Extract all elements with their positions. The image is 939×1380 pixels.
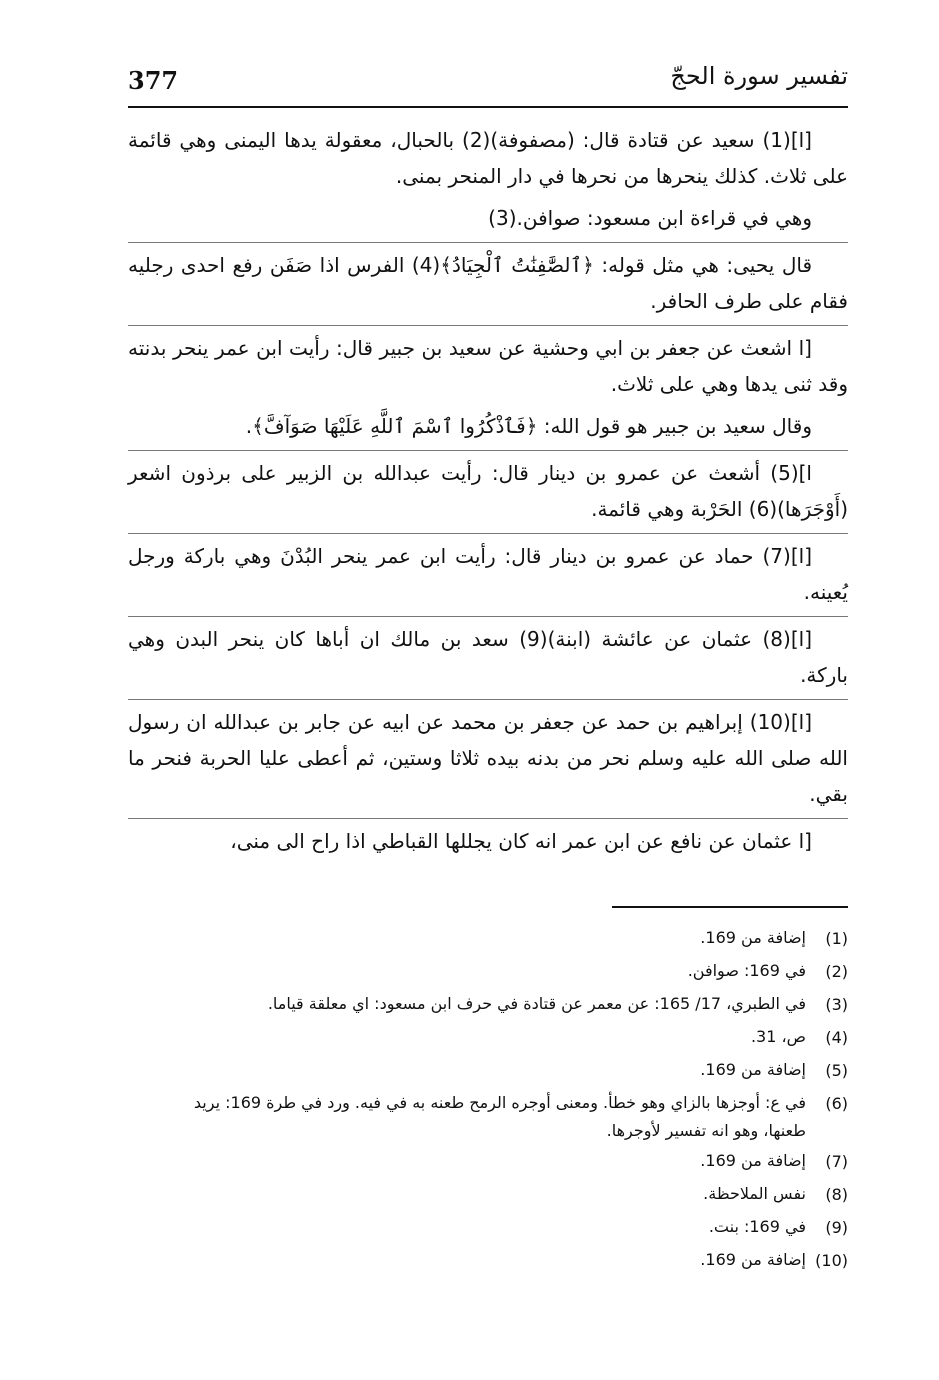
paragraph: [ا عثمان عن نافع عن ابن عمر انه كان يجللها القباطي اذا راح الى منى،: [128, 818, 848, 859]
paragraph: [ا](1) سعيد عن قتادة قال: (مصفوفة)(2) بالحبال، معقولة يدها اليمنى وهي قائمة على ثلاث. كذلك ينحرها من نحرها في دار المنحر بمنى.: [128, 128, 848, 188]
footnote-text: إضافة من 169.: [700, 1250, 806, 1269]
footnote-list: [190, 922, 848, 1277]
footnote-number: (9): [825, 1218, 848, 1237]
footnote: [190, 1211, 848, 1244]
page-number: 377: [128, 66, 179, 95]
footnote-text: في الطبري، 17/ 165: عن معمر عن قتادة في حرف ابن مسعود: اي معلقة قياما.: [267, 994, 806, 1013]
paragraph: قال يحيى: هي مثل قوله: ﴿ٱلصَّٰفِنَٰتُ ٱلْجِيَادُ﴾(4) الفرس اذا صَفَن رفع احدى رجليه فقام على طرف الحافر.: [128, 242, 848, 319]
paragraph: وقال سعيد بن جبير هو قول الله: ﴿فَٱذْكُرُوا ٱسْمَ ٱللَّهِ عَلَيْهَا صَوَآفَّ﴾.: [245, 414, 812, 438]
footnote-text: في ع: أوجزها بالزاي وهو خطأ. ومعنى أوجره الرمح طعنه به في فيه. ورد في طرة 169: يريد طعنها، وهو انه تفسير لأوجرها.: [193, 1093, 806, 1140]
paragraph: [ا](7) حماد عن عمرو بن دينار قال: رأيت ابن عمر ينحر البُدْنَ وهي باركة ورجل يُعينه.: [128, 533, 848, 610]
footnote-number: (8): [825, 1185, 848, 1204]
footnote-text: إضافة من 169.: [700, 1151, 806, 1170]
footnote: [190, 955, 848, 988]
footnote-text: ص، 31.: [750, 1027, 806, 1046]
footnote-number: (3): [825, 995, 848, 1014]
footnote-number: (5): [825, 1061, 848, 1080]
paragraph: ا](5) أشعث عن عمرو بن دينار قال: رأيت عبدالله بن الزبير على برذون اشعر (أَوْجَرَها)(6) الحَرْبة وهي قائمة.: [128, 450, 848, 527]
footnote-text: إضافة من 169.: [700, 1060, 806, 1079]
footnote: [190, 1244, 848, 1277]
footnote-text: إضافة من 169.: [700, 928, 806, 947]
footnote: [190, 988, 848, 1021]
footnote: [190, 1021, 848, 1054]
paragraph: [ا](10) إبراهيم بن حمد عن جعفر بن محمد عن ابيه عن جابر بن عبدالله ان رسول الله صلى الله عليه وسلم نحر من بدنه بيده ثلاثا وستين، ثم أعطى عليا الحربة فنحر ما بقي.: [128, 699, 848, 812]
footnote-number: (7): [825, 1152, 848, 1171]
footnote-number: (6): [825, 1094, 848, 1113]
footnote-number: (2): [825, 962, 848, 981]
footnote-text: نفس الملاحظة.: [703, 1184, 806, 1203]
footnote-separator: [612, 906, 848, 908]
footnote: [190, 1054, 848, 1087]
paragraph: [ا](8) عثمان عن عائشة (ابنة)(9) سعد بن مالك ان أباها كان ينحر البدن وهي باركة.: [128, 616, 848, 693]
footnote-text: في 169: بنت.: [708, 1217, 806, 1236]
footnote-number: (10): [815, 1251, 848, 1270]
footnote: [190, 922, 848, 955]
footnote: [190, 1087, 848, 1145]
running-head: تفسير سورة الحجّ: [670, 62, 848, 90]
footnote-number: (1): [825, 929, 848, 948]
main-text: [128, 122, 848, 865]
paragraph: وهي في قراءة ابن مسعود: صوافن.(3): [488, 206, 812, 230]
footnote: [190, 1145, 848, 1178]
footnote: [190, 1178, 848, 1211]
footnote-number: (4): [825, 1028, 848, 1047]
paragraph: [ا اشعث عن جعفر بن ابي وحشية عن سعيد بن جبير قال: رأيت ابن عمر ينحر بدنته وقد ثنى يدها وهي على ثلاث.: [128, 325, 848, 402]
footnote-text: في 169: صوافن.: [687, 961, 806, 980]
page-header: [128, 58, 848, 108]
